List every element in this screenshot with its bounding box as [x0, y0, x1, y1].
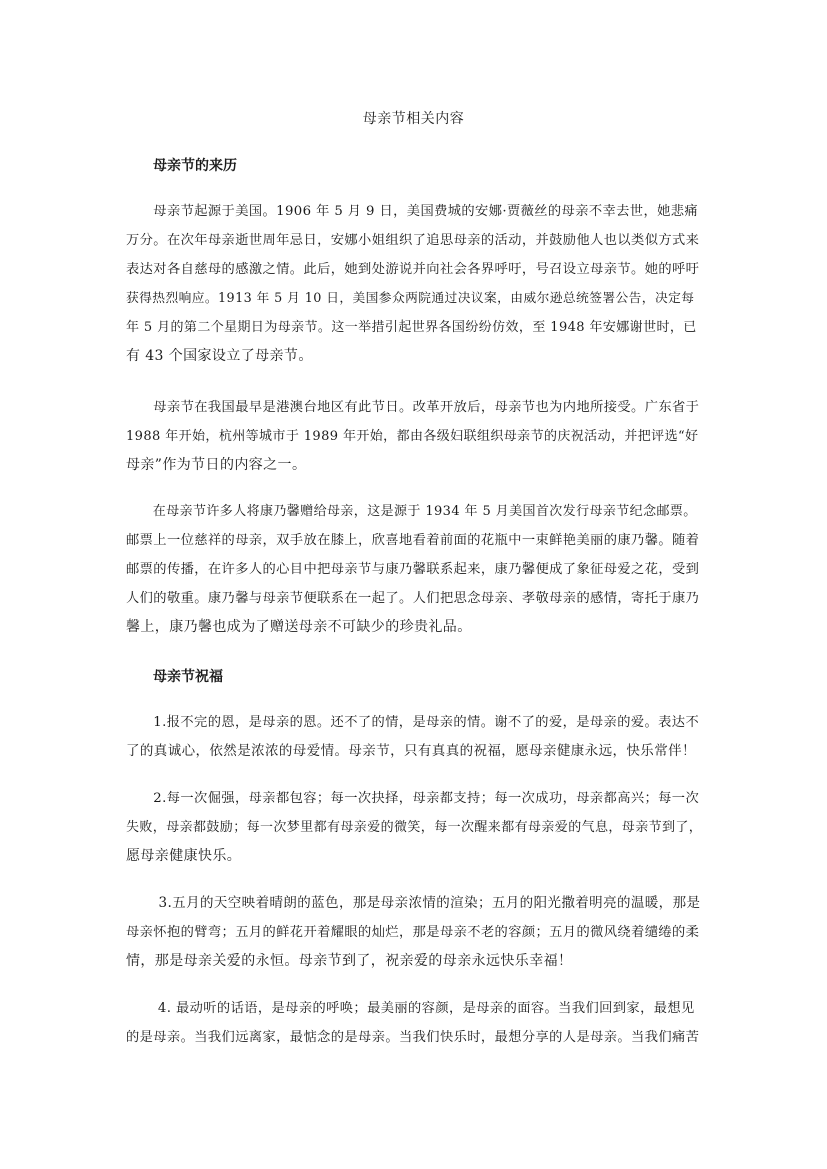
text-line: 1988 年开始，杭州等城市于 1989 年开始，都由各级妇联组织母亲节的庆祝活动，并把评选“好: [126, 429, 699, 444]
paragraph-origin-1: [126, 197, 704, 371]
text-line: 邮票上一位慈祥的母亲，双手放在膝上，欣喜地看着前面的花瓶中一束鲜艳美丽的康乃馨。随着: [126, 533, 700, 548]
text-line: 4. 最动听的话语，是母亲的呼唤；最美丽的容颜，是母亲的面容。当我们回到家，最想见: [126, 1001, 695, 1016]
text-line: 了的真诚心，依然是浓浓的母爱情。母亲节，只有真真的祝福，愿母亲健康永远，快乐常伴！: [126, 743, 696, 759]
text-line: 获得热烈响应。1913 年 5 月 10 日，美国参众两院通过决议案，由威尔逊总统签署公告，决定每: [126, 291, 695, 306]
text-line: 1.报不完的恩，是母亲的恩。还不了的情，是母亲的情。谢不了的爱，是母亲的爱。表达不: [126, 715, 700, 730]
text-line: 情，那是母亲关爱的永恒。母亲节到了，祝亲爱的母亲永远快乐幸福！: [126, 953, 573, 969]
blessing-1: [126, 708, 704, 766]
blessing-3: [126, 889, 704, 976]
text-line: 有 43 个国家设立了母亲节。: [126, 348, 313, 364]
text-line: 3.五月的天空映着晴朗的蓝色，那是母亲浓情的渲染；五月的阳光撒着明亮的温暖，那是: [126, 895, 701, 911]
section-heading-blessings: 母亲节祝福: [153, 669, 223, 685]
blessing-2: [126, 784, 704, 871]
paragraph-origin-3: [126, 497, 704, 642]
text-line: 在母亲节许多人将康乃馨赠给母亲，这是源于 1934 年 5 月美国首次发行母亲节纪念邮票。: [126, 504, 697, 519]
text-line: 母亲怀抱的臂弯；五月的鲜花开着耀眼的灿烂，那是母亲不老的容颜；五月的微风绕着缱绻的柔: [126, 925, 700, 940]
text-line: 年 5 月的第二个星期日为母亲节。这一举措引起世界各国纷纷仿效，至 1948 年安娜谢世时，已: [126, 320, 697, 335]
blessing-4: [126, 994, 704, 1052]
section-heading-origin: 母亲节的来历: [153, 158, 237, 174]
text-line: 馨上，康乃馨也成为了赠送母亲不可缺少的珍贵礼品。: [126, 619, 472, 635]
text-line: 万分。在次年母亲逝世周年忌日，安娜小姐组织了追思母亲的活动，并鼓励他人也以类似方式来: [126, 233, 700, 248]
text-line: 邮票的传播，在许多人的心目中把母亲节与康乃馨联系起来，康乃馨便成了象征母爱之花，受到: [126, 562, 700, 577]
text-line: 愿母亲健康快乐。: [126, 848, 242, 864]
text-line: 人们的敬重。康乃馨与母亲节便联系在一起了。人们把思念母亲、孝敬母亲的感情，寄托于康乃: [126, 591, 700, 606]
text-line: 母亲节在我国最早是港澳台地区有此节日。改革开放后，母亲节也为内地所接受。广东省于: [126, 400, 700, 415]
text-line: 2.每一次倔强，母亲都包容；每一次抉择，母亲都支持；每一次成功，母亲都高兴；每一次: [126, 791, 700, 806]
text-line: 母亲节起源于美国。1906 年 5 月 9 日，美国费城的安娜·贾薇丝的母亲不幸去世，她悲痛: [126, 204, 699, 219]
text-line: 的是母亲。当我们远离家，最惦念的是母亲。当我们快乐时，最想分享的人是母亲。当我们痛苦: [126, 1030, 700, 1045]
document-title: 母亲节相关内容: [362, 111, 465, 127]
text-line: 表达对各自慈母的感激之情。此后，她到处游说并向社会各界呼吁，号召设立母亲节。她的呼吁: [126, 262, 700, 277]
text-line: 母亲”作为节日的内容之一。: [126, 457, 307, 473]
text-line: 失败，母亲都鼓励；每一次梦里都有母亲爱的微笑，每一次醒来都有母亲爱的气息，母亲节到了，: [126, 820, 703, 835]
paragraph-origin-2: [126, 393, 704, 480]
